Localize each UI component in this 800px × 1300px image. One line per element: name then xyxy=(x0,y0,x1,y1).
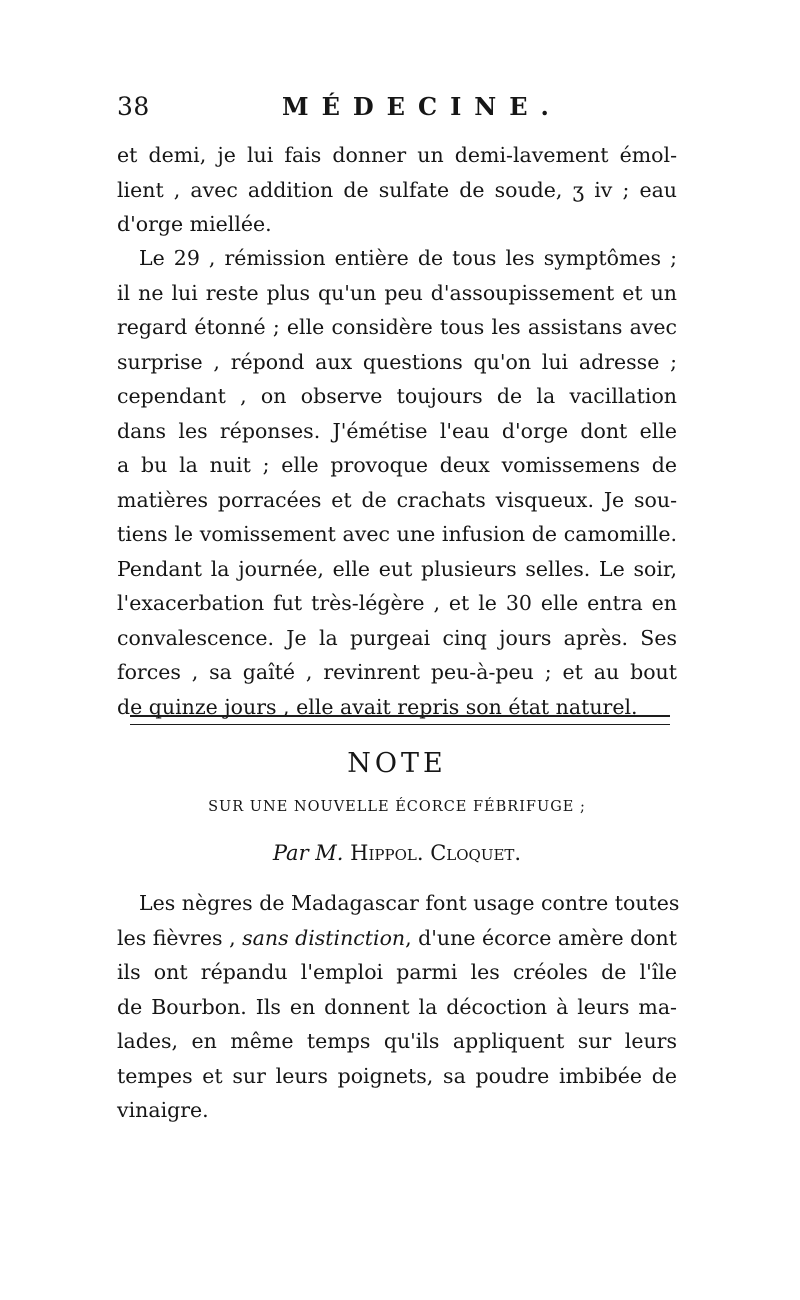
text-segment: les fièvres , xyxy=(117,925,243,950)
text-line: lient , avec addition de sulfate de soude, ʒ iv ; eau xyxy=(117,177,677,202)
text-line: tempes et sur leurs poignets, sa poudre imbibée de xyxy=(117,1063,677,1088)
text-line: convalescence. Je la purgeai cinq jours après. Ses xyxy=(117,625,677,650)
text-line: l'exacerbation fut très-légère , et le 30 elle entra en xyxy=(117,591,677,615)
text-line: de quinze jours , elle avait repris son état naturel. xyxy=(117,694,638,719)
text-line: d'orge miellée. xyxy=(117,212,272,236)
author-prefix: Par M. xyxy=(272,841,344,865)
text-line: il ne lui reste plus qu'un peu d'assoupissement et un xyxy=(117,280,677,305)
text-line: forces , sa gaîté , revinrent peu-à-peu ; et au bout xyxy=(117,660,677,684)
paragraph-continuation xyxy=(117,138,677,242)
text-line: Le 29 , rémission entière de tous les symptômes ; xyxy=(139,246,677,270)
text-line: Les nègres de Madagascar font usage contre toutes xyxy=(139,891,680,915)
note-author xyxy=(117,841,677,865)
text-line: de Bourbon. Ils en donnent la décoction à leurs ma- xyxy=(117,994,677,1019)
text-line: a bu la nuit ; elle provoque deux vomissemens de xyxy=(117,453,677,477)
text-line: Pendant la journée, elle eut plusieurs selles. Le soir, xyxy=(117,556,677,581)
note-title: NOTE xyxy=(347,748,447,779)
text-line: vinaigre. xyxy=(117,1098,209,1122)
text-line xyxy=(117,921,677,956)
author-name: Hippol. Cloquet. xyxy=(350,841,522,865)
text-segment: , d'une écorce amère dont xyxy=(405,925,678,950)
note-subtitle: SUR UNE NOUVELLE ÉCORCE FÉBRIFUGE ; xyxy=(208,799,586,815)
paragraph-day-29 xyxy=(117,241,677,724)
text-line: tiens le vomissement avec une infusion de camomille. xyxy=(117,522,677,546)
text-line: regard étonné ; elle considère tous les assistans avec xyxy=(117,315,677,339)
text-line: et demi, je lui fais donner un demi-lavement émol- xyxy=(117,143,677,167)
italic-phrase: sans distinction xyxy=(242,925,406,950)
text-line: lades, en même temps qu'ils appliquent sur leurs xyxy=(117,1029,677,1053)
paragraph-bark-description xyxy=(117,886,680,1128)
running-head: MÉDECINE. xyxy=(282,92,562,121)
section-divider-rule xyxy=(130,715,670,725)
page-header xyxy=(117,92,677,128)
text-line: dans les réponses. J'émétise l'eau d'orge dont elle xyxy=(117,418,677,443)
text-line: cependant , on observe toujours de la vacillation xyxy=(117,384,677,408)
text-line: matières porracées et de crachats visqueux. Je sou- xyxy=(117,487,677,512)
text-line: ils ont répandu l'emploi parmi les créoles de l'île xyxy=(117,960,677,984)
text-line: surprise , répond aux questions qu'on lui adresse ; xyxy=(117,349,677,374)
page-number: 38 xyxy=(117,92,150,121)
